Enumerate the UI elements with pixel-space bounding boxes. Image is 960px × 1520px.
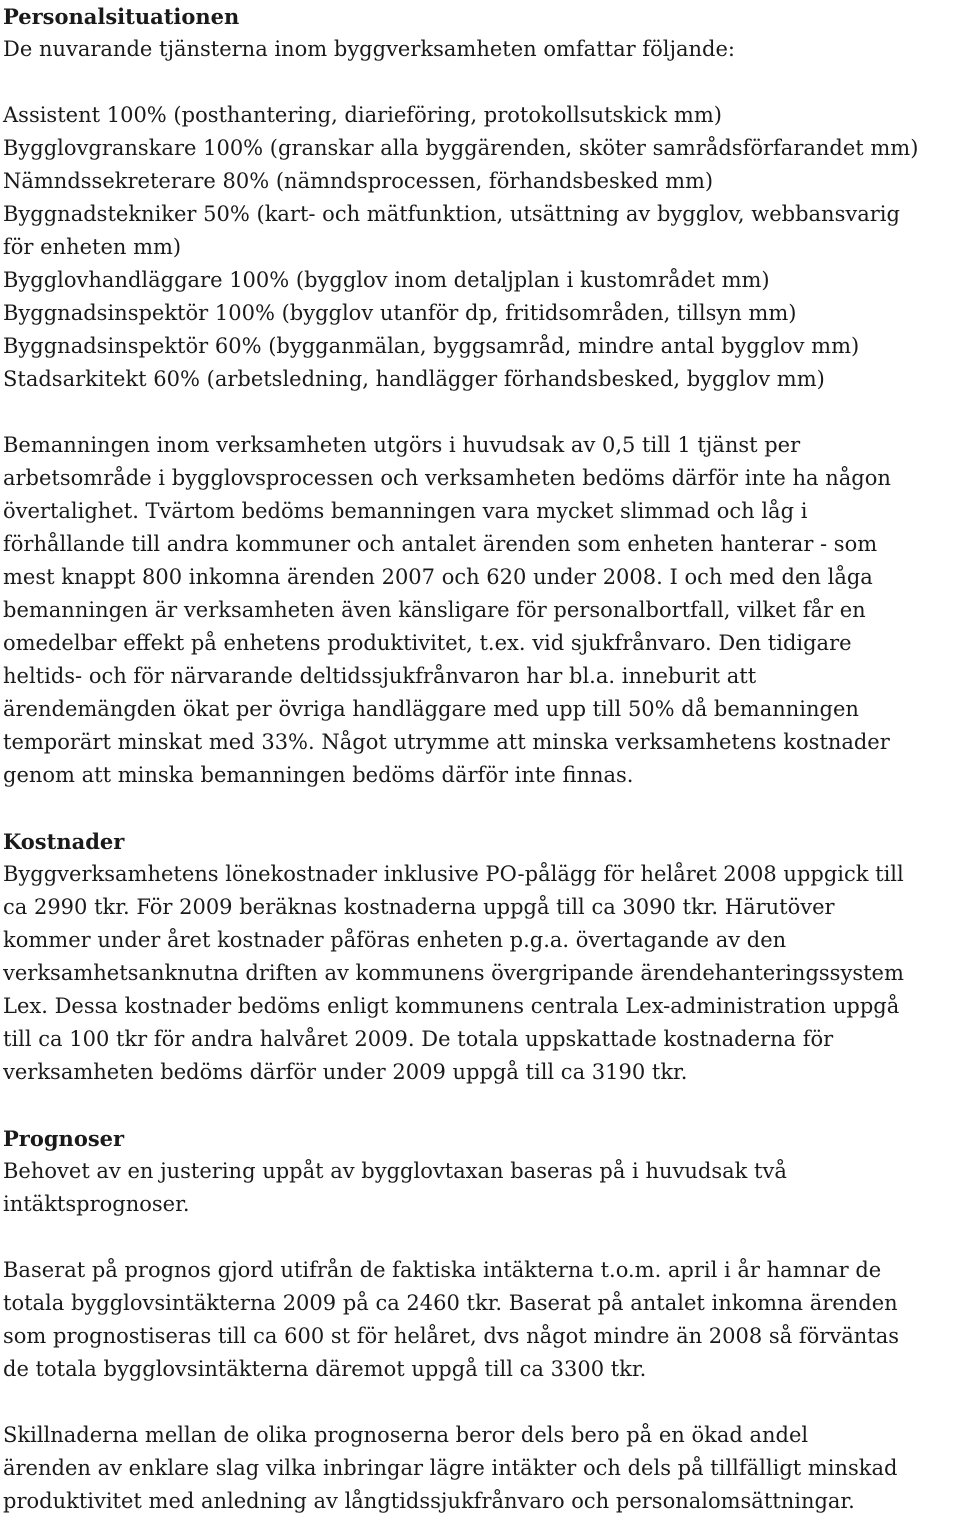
paragraph-line: totala bygglovsintäkterna 2009 på ca 2460 tkr. Baserat på antalet inkomna ärenden bbox=[3, 1291, 898, 1315]
paragraph-line: ärendemängden ökat per övriga handläggare med upp till 50% då bemanningen bbox=[3, 697, 859, 721]
paragraph-line: verksamhetsanknutna driften av kommunens övergripande ärendehanteringssystem bbox=[3, 961, 904, 985]
role-line: Stadsarkitekt 60% (arbetsledning, handlägger förhandsbesked, bygglov mm) bbox=[3, 367, 825, 391]
paragraph-line: produktivitet med anledning av långtidssjukfrånvaro och personalomsättningar. bbox=[3, 1489, 855, 1513]
paragraph-line: till ca 100 tkr för andra halvåret 2009. De totala uppskattade kostnaderna för bbox=[3, 1027, 834, 1051]
paragraph-line: Lex. Dessa kostnader bedöms enligt kommunens centrala Lex-administration uppgå bbox=[3, 994, 900, 1018]
paragraph-line: de totala bygglovsintäkterna däremot uppgå till ca 3300 tkr. bbox=[3, 1357, 647, 1381]
spacer bbox=[3, 66, 960, 99]
heading-kostnader: Kostnader bbox=[3, 829, 125, 854]
forecast-paragraph-3 bbox=[3, 1419, 960, 1518]
intro-text bbox=[3, 33, 960, 66]
paragraph-line: Byggverksamhetens lönekostnader inklusive PO-pålägg för helåret 2008 uppgick till bbox=[3, 862, 904, 886]
roles-list bbox=[3, 99, 960, 396]
spacer bbox=[3, 1386, 960, 1419]
role-line: Byggnadsinspektör 100% (bygglov utanför dp, fritidsområden, tillsyn mm) bbox=[3, 301, 797, 325]
role-line: Assistent 100% (posthantering, diarieföring, protokollsutskick mm) bbox=[3, 103, 722, 127]
paragraph-line: förhållande till andra kommuner och antalet ärenden som enheten hanterar - som bbox=[3, 532, 878, 556]
paragraph-line: genom att minska bemanningen bedöms därför inte finnas. bbox=[3, 763, 634, 787]
role-line: Bygglovhandläggare 100% (bygglov inom detaljplan i kustområdet mm) bbox=[3, 268, 770, 292]
paragraph-line: temporärt minskat med 33%. Något utrymme att minska verksamhetens kostnader bbox=[3, 730, 890, 754]
spacer bbox=[3, 792, 960, 825]
heading-prognoser: Prognoser bbox=[3, 1126, 125, 1151]
heading-personalsituationen: Personalsituationen bbox=[3, 4, 240, 29]
spacer bbox=[3, 1221, 960, 1254]
costs-paragraph bbox=[3, 858, 960, 1089]
paragraph-line: Bemanningen inom verksamheten utgörs i huvudsak av 0,5 till 1 tjänst per bbox=[3, 433, 801, 457]
paragraph-line: bemanningen är verksamheten även känsligare för personalbortfall, vilket får en bbox=[3, 598, 866, 622]
role-line: Byggnadstekniker 50% (kart- och mätfunktion, utsättning av bygglov, webbansvarig bbox=[3, 202, 900, 226]
paragraph-line: verksamheten bedöms därför under 2009 uppgå till ca 3190 tkr. bbox=[3, 1060, 688, 1084]
paragraph-line: Skillnaderna mellan de olika prognoserna beror dels bero på en ökad andel bbox=[3, 1423, 809, 1447]
forecast-paragraph-1 bbox=[3, 1155, 960, 1221]
paragraph-line: heltids- och för närvarande deltidssjukfrånvaron har bl.a. inneburit att bbox=[3, 664, 757, 688]
paragraph-line: omedelbar effekt på enhetens produktivitet, t.ex. vid sjukfrånvaro. Den tidigare bbox=[3, 631, 852, 655]
paragraph-line: övertalighet. Tvärtom bedöms bemanningen vara mycket slimmad och låg i bbox=[3, 499, 808, 523]
intro-line: De nuvarande tjänsterna inom byggverksamheten omfattar följande: bbox=[3, 37, 735, 61]
paragraph-line: Behovet av en justering uppåt av bygglovtaxan baseras på i huvudsak två bbox=[3, 1159, 787, 1183]
spacer bbox=[3, 1089, 960, 1122]
forecast-paragraph-2 bbox=[3, 1254, 960, 1386]
role-line: Nämndssekreterare 80% (nämndsprocessen, förhandsbesked mm) bbox=[3, 169, 714, 193]
paragraph-line: ca 2990 tkr. För 2009 beräknas kostnaderna uppgå till ca 3090 tkr. Härutöver bbox=[3, 895, 835, 919]
paragraph-line: mest knappt 800 inkomna ärenden 2007 och 620 under 2008. I och med den låga bbox=[3, 565, 873, 589]
paragraph-line: Baserat på prognos gjord utifrån de faktiska intäkterna t.o.m. april i år hamnar de bbox=[3, 1258, 882, 1282]
role-line: Bygglovgranskare 100% (granskar alla byggärenden, sköter samrådsförfarandet mm) bbox=[3, 136, 919, 160]
paragraph-line: intäktsprognoser. bbox=[3, 1192, 190, 1216]
paragraph-line: som prognostiseras till ca 600 st för helåret, dvs något mindre än 2008 så förväntas bbox=[3, 1324, 899, 1348]
paragraph-line: arbetsområde i bygglovsprocessen och verksamheten bedöms därför inte ha någon bbox=[3, 466, 891, 490]
spacer bbox=[3, 396, 960, 429]
role-line: Byggnadsinspektör 60% (bygganmälan, byggsamråd, mindre antal bygglov mm) bbox=[3, 334, 860, 358]
role-line: för enheten mm) bbox=[3, 235, 182, 259]
paragraph-line: kommer under året kostnader påföras enheten p.g.a. övertagande av den bbox=[3, 928, 787, 952]
paragraph-line: ärenden av enklare slag vilka inbringar lägre intäkter och dels på tillfälligt minskad bbox=[3, 1456, 898, 1480]
staffing-paragraph bbox=[3, 429, 960, 792]
